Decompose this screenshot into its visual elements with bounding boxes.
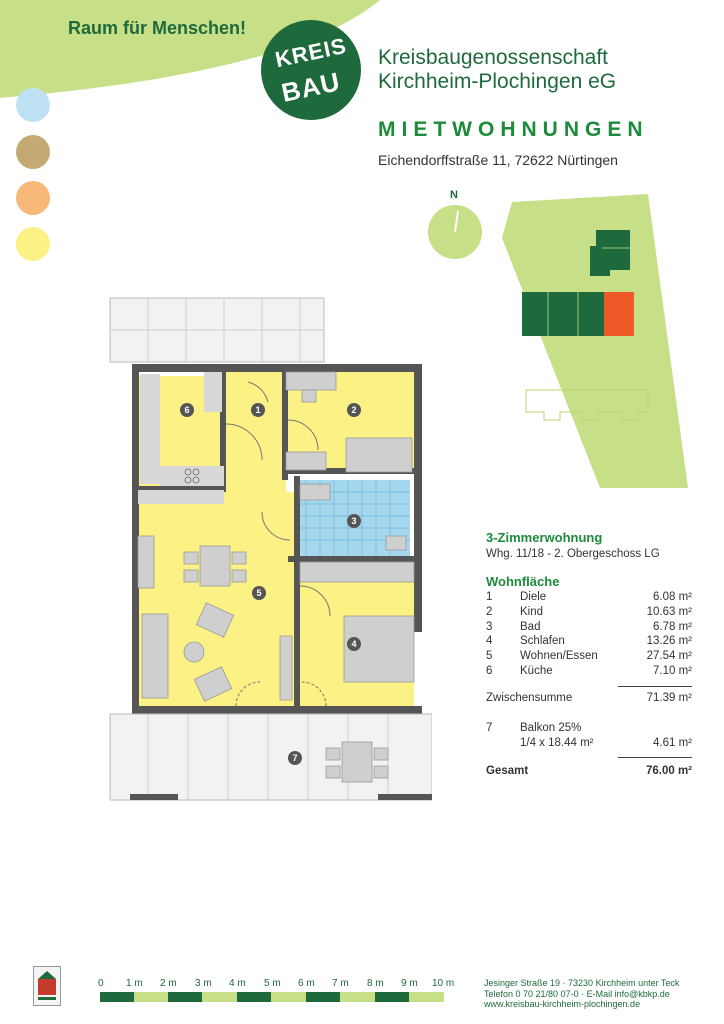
page-title: MIETWOHNUNGEN: [378, 118, 649, 141]
kreisbau-logo: [261, 20, 361, 120]
area-row: [486, 635, 692, 650]
total-label: Gesamt: [486, 765, 529, 778]
room-name: Bad: [520, 620, 541, 633]
room-badge-2: 2: [347, 403, 361, 417]
company-line-2: Kirchheim-Plochingen eG: [378, 70, 617, 93]
company-name: [378, 46, 616, 94]
room-badge-1: 1: [251, 403, 265, 417]
room-area: 13.26 m²: [646, 635, 692, 648]
room-area: 6.08 m²: [653, 591, 692, 603]
room-name: Kind: [520, 605, 544, 618]
color-dot-olive: [16, 135, 50, 169]
room-badge-6: 6: [180, 403, 194, 417]
site-plan-map: [498, 188, 690, 498]
area-row: [486, 621, 692, 636]
balcony-row: [486, 722, 692, 737]
room-name: Schlafen: [520, 635, 565, 648]
color-dot-green: [16, 43, 50, 77]
room-badge-4: 4: [347, 637, 361, 651]
balcony-label: Balkon 25%: [520, 721, 582, 734]
room-num: 1: [486, 591, 493, 603]
area-row: [486, 650, 692, 665]
room-area: 10.63 m²: [646, 605, 692, 618]
total-row: [486, 765, 692, 781]
area-row: [486, 591, 692, 606]
room-badge-7: 7: [288, 751, 302, 765]
room-hall: [224, 370, 286, 496]
scale-label: 3 m: [195, 978, 212, 989]
balcony-value: 4.61 m²: [653, 736, 692, 749]
color-dot-blue: [16, 88, 50, 122]
scale-label: 4 m: [229, 978, 246, 989]
certification-seal-icon: [33, 966, 61, 1006]
contact-phone: Telefon 0 70 21/80 07-0 · E-Mail info@kbkp.de: [484, 988, 670, 999]
room-area: 6.78 m²: [653, 620, 692, 633]
area-info-panel: [486, 530, 692, 781]
floor-plan: [108, 296, 432, 804]
logo-line-2: BAU: [278, 66, 344, 108]
total-value: 76.00 m²: [645, 765, 692, 778]
property-address: Eichendorffstraße 11, 72622 Nürtingen: [378, 152, 618, 168]
area-heading: Wohnfläche: [486, 574, 560, 589]
scale-label: 8 m: [367, 978, 384, 989]
scale-label: 9 m: [401, 978, 418, 989]
subtotal-value: 71.39 m²: [646, 691, 692, 704]
area-row: [486, 606, 692, 621]
compass-icon: [428, 205, 482, 259]
room-num: 6: [486, 664, 493, 677]
room-num: 2: [486, 605, 493, 618]
contact-info: [484, 978, 679, 1010]
divider: [618, 686, 692, 687]
color-dot-orange: [16, 181, 50, 215]
room-name: Küche: [520, 664, 553, 677]
contact-website[interactable]: www.kreisbau-kirchheim-plochingen.de: [484, 999, 641, 1009]
subtotal-row: [486, 692, 692, 708]
room-num: 3: [486, 620, 493, 633]
room-badge-5: 5: [252, 586, 266, 600]
balcony-calc: 1/4 x 18.44 m²: [520, 736, 594, 749]
area-row: [486, 665, 692, 680]
highlighted-unit: [604, 292, 634, 336]
scale-label: 0: [98, 978, 104, 989]
room-badge-3: 3: [347, 514, 361, 528]
divider: [618, 757, 692, 758]
company-line-1: Kreisbaugenossenschaft: [378, 46, 608, 69]
contact-address: Jesinger Straße 19 · 73230 Kirchheim unter Teck: [484, 978, 680, 988]
balcony-calc-row: [486, 737, 692, 752]
subtotal-label: Zwischensumme: [486, 691, 573, 704]
scale-label: 7 m: [332, 978, 349, 989]
scale-label: 5 m: [264, 978, 281, 989]
compass-north-label: N: [450, 189, 458, 201]
room-name: Diele: [520, 591, 547, 603]
slogan: Raum für Menschen!: [68, 18, 247, 38]
room-name: Wohnen/Essen: [520, 650, 598, 663]
scale-label: 10 m: [432, 978, 455, 989]
scale-label: 2 m: [160, 978, 177, 989]
scale-label: 1 m: [126, 978, 143, 989]
apartment-type: 3-Zimmerwohnung: [486, 530, 603, 545]
balcony-num: 7: [486, 721, 493, 734]
apartment-unit: Whg. 11/18 - 2. Obergeschoss LG: [486, 548, 660, 560]
room-num: 5: [486, 650, 493, 663]
color-dot-yellow: [16, 227, 50, 261]
room-num: 4: [486, 635, 493, 648]
logo-line-1: KREIS: [272, 32, 349, 73]
scale-label: 6 m: [298, 978, 315, 989]
room-area: 27.54 m²: [646, 650, 692, 663]
room-area: 7.10 m²: [653, 664, 692, 677]
